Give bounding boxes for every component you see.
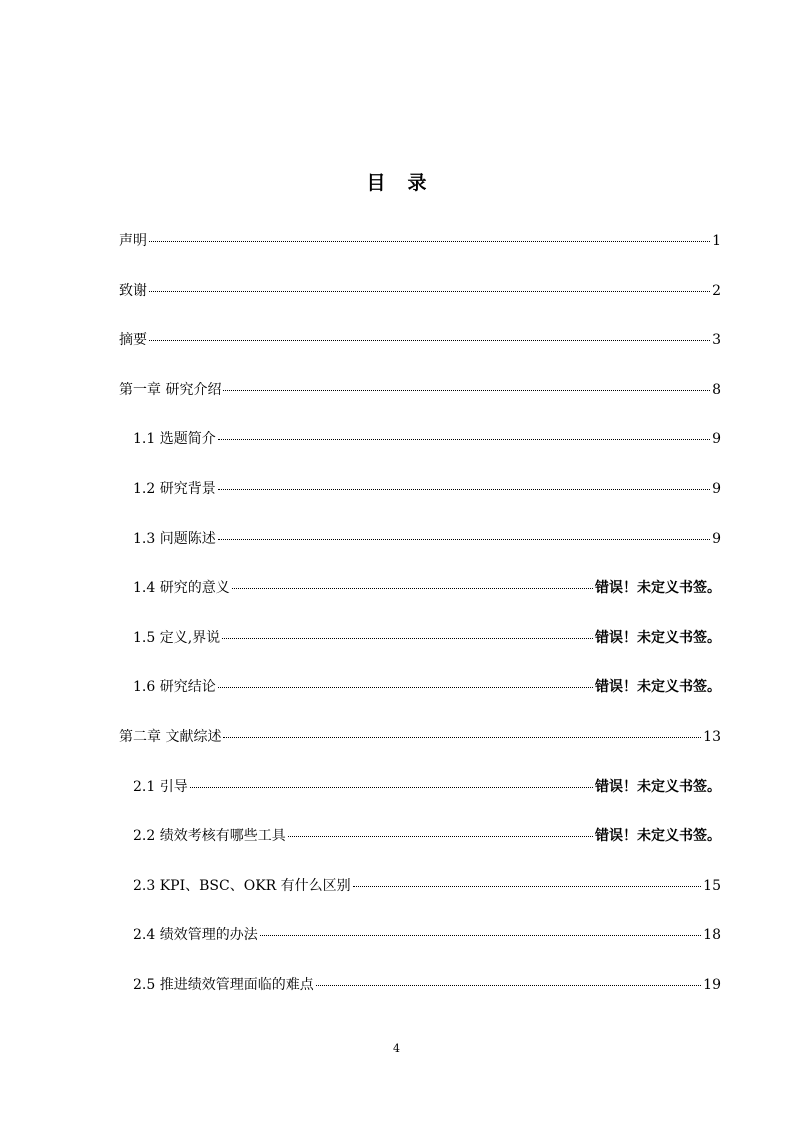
toc-entry-label: 致谢 xyxy=(119,282,147,299)
toc-entry-label: 2.1 引导 xyxy=(133,778,188,795)
toc-entry-error-text: 错误！未定义书签。 xyxy=(595,679,721,696)
toc-entry-label: 2.4 绩效管理的办法 xyxy=(133,927,258,944)
toc-dot-leader xyxy=(288,836,593,837)
toc-entry[interactable] xyxy=(119,282,721,332)
toc-title-right: 录 xyxy=(407,172,427,194)
toc-entry-label: 声明 xyxy=(119,233,147,249)
toc-entry[interactable] xyxy=(119,430,721,480)
page-number: 4 xyxy=(393,1042,400,1055)
toc-entry[interactable] xyxy=(119,778,721,828)
toc-dot-leader xyxy=(353,886,702,887)
toc-dot-leader xyxy=(149,340,710,341)
toc-entry-label: 1.3 问题陈述 xyxy=(133,530,216,547)
toc-entry-error-text: 错误！未定义书签。 xyxy=(595,778,721,795)
toc-entry-label: 1.1 选题简介 xyxy=(133,431,216,448)
toc-entry[interactable] xyxy=(119,976,721,1026)
toc-entry[interactable] xyxy=(119,579,721,629)
toc-entry[interactable] xyxy=(119,381,721,431)
toc-title xyxy=(0,168,793,195)
toc-entry-page-number: 9 xyxy=(712,431,721,448)
toc-entry-page-number: 1 xyxy=(712,233,721,249)
toc-dot-leader xyxy=(222,638,593,639)
toc-entry[interactable] xyxy=(119,827,721,877)
toc-entry-label: 2.2 绩效考核有哪些工具 xyxy=(133,828,286,845)
toc-entry-error-text: 错误！未定义书签。 xyxy=(595,629,721,646)
toc-entry[interactable] xyxy=(119,480,721,530)
toc-entry-page-number: 2 xyxy=(712,282,721,299)
toc-entry-page-number: 18 xyxy=(703,927,721,944)
toc-entry-page-number: 15 xyxy=(703,877,721,894)
toc-dot-leader xyxy=(218,687,593,688)
toc-entry-page-number: 13 xyxy=(703,728,721,745)
toc-entry[interactable] xyxy=(119,926,721,976)
toc-entry-label: 2.5 推进绩效管理面临的难点 xyxy=(133,976,314,993)
toc-entry-label: 摘要 xyxy=(119,332,147,349)
toc-title-left: 目 xyxy=(366,172,386,194)
toc-entry[interactable] xyxy=(119,331,721,381)
toc-entry-page-number: 8 xyxy=(712,381,721,398)
toc-dot-leader xyxy=(190,787,593,788)
toc-list xyxy=(119,232,721,1026)
toc-dot-leader xyxy=(149,291,710,292)
toc-dot-leader xyxy=(232,588,593,589)
toc-entry[interactable] xyxy=(119,678,721,728)
toc-entry-page-number: 19 xyxy=(703,976,721,993)
toc-entry-label: 1.5 定义,界说 xyxy=(133,629,221,646)
toc-entry-page-number: 9 xyxy=(712,530,721,547)
toc-entry-page-number: 3 xyxy=(712,332,721,349)
toc-entry-page-number: 9 xyxy=(712,480,721,497)
toc-entry-error-text: 错误！未定义书签。 xyxy=(595,828,721,845)
toc-dot-leader xyxy=(218,439,710,440)
toc-entry-label: 2.3 KPI、BSC、OKR 有什么区别 xyxy=(133,877,351,894)
toc-entry-label: 第二章 文献综述 xyxy=(119,728,222,745)
toc-entry[interactable] xyxy=(119,877,721,927)
toc-dot-leader xyxy=(149,241,710,242)
toc-entry-label: 1.4 研究的意义 xyxy=(133,580,230,597)
toc-dot-leader xyxy=(218,539,710,540)
toc-dot-leader xyxy=(223,737,701,738)
toc-entry[interactable] xyxy=(119,629,721,679)
toc-entry[interactable] xyxy=(119,232,721,282)
toc-entry-error-text: 错误！未定义书签。 xyxy=(595,580,721,597)
toc-entry-label: 1.2 研究背景 xyxy=(133,480,216,497)
toc-entry[interactable] xyxy=(119,530,721,580)
toc-dot-leader xyxy=(218,489,710,490)
toc-dot-leader xyxy=(223,390,710,391)
toc-entry[interactable] xyxy=(119,728,721,778)
toc-entry-label: 第一章 研究介绍 xyxy=(119,381,222,398)
toc-entry-label: 1.6 研究结论 xyxy=(133,679,216,696)
toc-dot-leader xyxy=(260,935,701,936)
toc-dot-leader xyxy=(316,985,701,986)
